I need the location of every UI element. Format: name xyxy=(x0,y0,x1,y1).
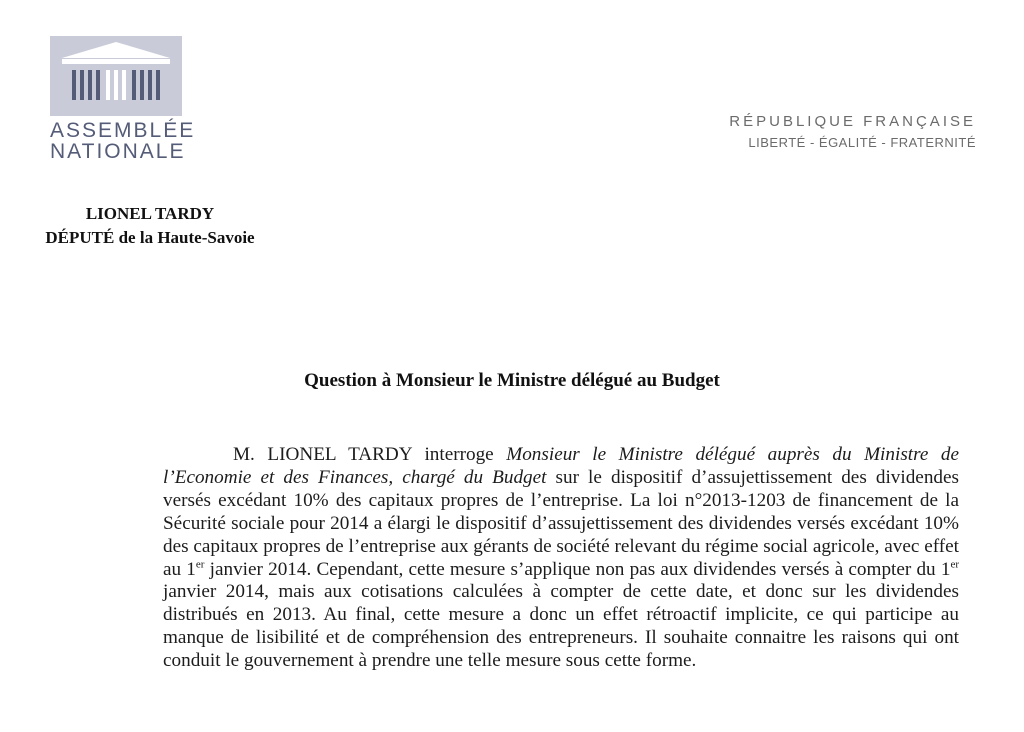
republique-motto: LIBERTÉ - ÉGALITÉ - FRATERNITÉ xyxy=(748,135,976,150)
question-subject: Question à Monsieur le Ministre délégué au Budget xyxy=(304,370,720,391)
body-superscript-1: er xyxy=(195,558,205,571)
republique-title: RÉPUBLIQUE FRANÇAISE xyxy=(729,113,976,130)
author-block xyxy=(0,202,300,250)
republique-francaise-header xyxy=(729,112,976,154)
body-segment-5: janvier 2014, mais aux cotisations calculées à compter de cette date, et donc sur les dividendes distribués en 2013. Au final, cette mesure a donc un effet rétroactif implicite, ce qui participe au manque de lisibilité et de compréhension des entrepreneurs. Il souhaite connaitre les raisons qui ont conduit le gouvernement à prendre une telle mesure sous cette forme. xyxy=(163,581,959,672)
body-minister-italic: Monsieur le Ministre délégué auprès du Ministre de l’Economie et des Finances, chargé du Budget xyxy=(163,444,960,488)
question-body xyxy=(163,444,959,673)
logo-wordmark xyxy=(50,120,200,162)
author-name: LIONEL TARDY xyxy=(85,204,215,223)
body-segment-1: M. LIONEL TARDY interroge xyxy=(233,444,507,465)
author-title: DÉPUTÉ de la Haute-Savoie xyxy=(45,228,255,247)
body-segment-4: janvier 2014. Cependant, cette mesure s’applique non pas aux dividendes versés à compter du 1 xyxy=(204,558,951,580)
logo-line-2: NATIONALE xyxy=(50,140,186,163)
logo-line-1: ASSEMBLÉE xyxy=(50,119,196,142)
body-superscript-2: er xyxy=(950,558,959,571)
body-segment-3: sur le dispositif d’assujettissement des dividendes versés excédant 10% des capitaux propres de l’entreprise. La loi n°2013-1203 de financement de la Sécurité sociale pour 2014 a élargi le dispositif d’assujettissement des dividendes versés excédant 10% des capitaux propres de l’entreprise aux gérants de société relevant du régime social agricole, avec effet au 1 xyxy=(163,466,959,580)
assemblee-emblem-icon xyxy=(50,36,182,116)
